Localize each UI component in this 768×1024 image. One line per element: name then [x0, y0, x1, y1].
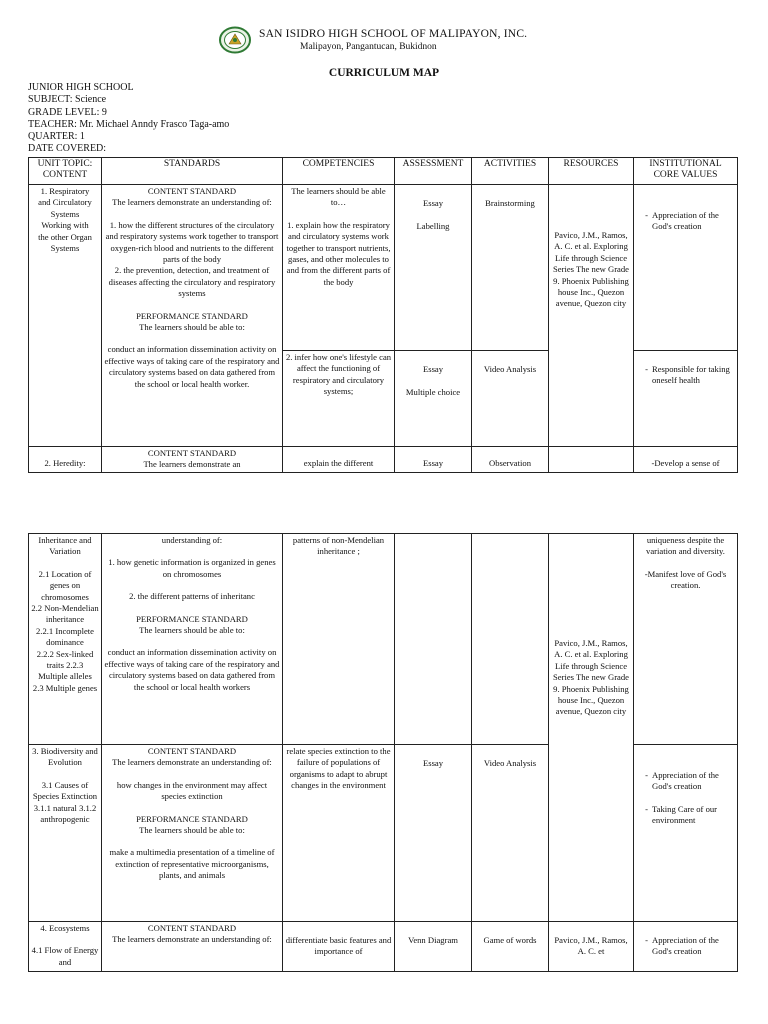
curriculum-table-page1 [28, 157, 738, 473]
unit-cell: 4. Ecosystems 4.1 Flow of Energy and [29, 922, 102, 972]
competency-cell: 2. infer how one's lifestyle can affect the functioning of respiratory and circulatory systems; [283, 351, 395, 447]
assessment-cell: Essay [395, 447, 472, 473]
table-row [29, 922, 738, 972]
standards-cell: understanding of: 1. how genetic information is organized in genes on chromosomes 2. the different patterns of inheritanc PERFORMANCE STANDARD The learners should be able to: conduct an information dissemination activity on effective ways of taking care of the respiratory and circulatory systems based on data gathered from the school or local health workers [102, 534, 283, 745]
activities-cell: Brainstorming [472, 185, 549, 351]
col-activities: ACTIVITIES [472, 158, 549, 185]
assessment-cell: Essay Labelling [395, 185, 472, 351]
unit-cell: Inheritance and Variation 2.1 Location of genes on chromosomes 2.2 Non-Mendelian inheritance 2.2.1 Incomplete dominance 2.2.2 Sex-linked traits 2.2.3 Multiple alleles 2.3 Multiple genes [29, 534, 102, 745]
standards-cell: CONTENT STANDARD The learners demonstrate an [102, 447, 283, 473]
standards-cell: CONTENT STANDARD The learners demonstrate an understanding of: how changes in the environment may affect species extinction PERFORMANCE STANDARD The learners should be able to: make a multimedia presentation of a timeline of extinction of representative microorganisms, plants, and animals [102, 745, 283, 922]
activities-cell: Video Analysis [472, 351, 549, 447]
core-values-cell: - Appreciation of the God's creation [634, 922, 738, 972]
performance-standard-label: PERFORMANCE STANDARD [136, 310, 248, 321]
resources-cell [549, 447, 634, 473]
competency-cell: The learners should be able to… 1. explain how the respiratory and circulatory systems work together to transport nutrients, gases, and other molecules to and from the different parts of the body [283, 185, 395, 351]
resources-cell: Pavico, J.M., Ramos, A. C. et [549, 922, 634, 972]
competency-cell: explain the different [283, 447, 395, 473]
col-assessment: ASSESSMENT [395, 158, 472, 185]
col-unit: UNIT TOPIC: CONTENT [29, 158, 102, 185]
core-values-cell: - Responsible for taking oneself health [634, 351, 738, 447]
subject: SUBJECT: Science [28, 94, 107, 106]
table-header-row [29, 158, 738, 185]
standards-cell: CONTENT STANDARD The learners demonstrate an understanding of: [102, 922, 283, 972]
school-seal-icon [218, 26, 252, 54]
list-item: 2. the prevention, detection, and treatment of diseases affecting the circulatory and respiratory systems [108, 265, 276, 299]
curriculum-table-page2 [28, 533, 738, 972]
resources-cell: Pavico, J.M., Ramos, A. C. et al. Exploring Life through Science Series The new Grade 9. Phoenix Publishing house Inc., Quezon avenue, Quezon city [549, 185, 634, 447]
col-resources: RESOURCES [549, 158, 634, 185]
content-standard-label: CONTENT STANDARD [147, 186, 237, 196]
table-row [29, 185, 738, 351]
activities-cell: Game of words [472, 922, 549, 972]
school-name: SAN ISIDRO HIGH SCHOOL OF MALIPAYON, INC. [259, 28, 528, 40]
quarter: QUARTER: 1 [28, 131, 85, 143]
date-covered: DATE COVERED: [28, 143, 107, 155]
unit-cell: 3. Biodiversity and Evolution 3.1 Causes of Species Extinction 3.1.1 natural 3.1.2 anthropogenic [29, 745, 102, 922]
competency-cell: patterns of non-Mendelian inheritance ; [283, 534, 395, 745]
core-values-cell: -Develop a sense of [634, 447, 738, 473]
unit-cell: 1. Respiratory and Circulatory Systems Working with the other Organ Systems [29, 185, 102, 447]
assessment-cell: Essay Multiple choice [395, 351, 472, 447]
teacher: TEACHER: Mr. Michael Anndy Frasco Taga-amo [28, 118, 230, 130]
resources-cell: Pavico, J.M., Ramos, A. C. et al. Exploring Life through Science Series The new Grade 9. Phoenix Publishing house Inc., Quezon avenue, Quezon city [549, 534, 634, 922]
col-core-values: INSTITUTIONAL CORE VALUES [634, 158, 738, 185]
info-block [28, 82, 229, 156]
col-competencies: COMPETENCIES [283, 158, 395, 185]
activities-cell: Observation [472, 447, 549, 473]
assessment-cell [395, 534, 472, 745]
core-values-cell: - Appreciation of the God's creation [634, 185, 738, 351]
table-row [29, 447, 738, 473]
core-values-cell: uniqueness despite the variation and diversity. -Manifest love of God's creation. [634, 534, 738, 745]
school-level: JUNIOR HIGH SCHOOL [28, 82, 134, 93]
grade-level: GRADE LEVEL: 9 [28, 106, 107, 118]
activities-cell [472, 534, 549, 745]
table-row [29, 534, 738, 745]
activities-cell: Video Analysis [472, 745, 549, 922]
competency-cell: relate species extinction to the failure of populations of organisms to adapt to abrupt changes in the environment [283, 745, 395, 922]
assessment-cell: Essay [395, 745, 472, 922]
assessment-cell: Venn Diagram [395, 922, 472, 972]
competency-cell: differentiate basic features and importance of [283, 922, 395, 972]
standards-cell: CONTENT STANDARD The learners demonstrate an understanding of: 1. how the different structures of the circulatory and respiratory systems work together to transport oxygen-rich blood and nutrients to the different parts of the body 2. the prevention, detection, and treatment of diseases affecting the circulatory and respiratory systems PERFORMANCE STANDARD The learners should be able to: conduct an information dissemination activity on effective ways of taking care of the respiratory and circulatory systems based on data gathered from the school or local health worker. [102, 185, 283, 447]
core-values-cell: - Appreciation of the God's creation - Taking Care of our environment [634, 745, 738, 922]
school-address: Malipayon, Pangantucan, Bukidnon [300, 42, 437, 52]
unit-cell: 2. Heredity: [29, 447, 102, 473]
list-item: 1. how the different structures of the circulatory and respiratory systems work together to transport oxygen-rich blood and nutrients to the different parts of the body [105, 219, 279, 265]
document-title: CURRICULUM MAP [328, 67, 440, 79]
col-standards: STANDARDS [102, 158, 283, 185]
